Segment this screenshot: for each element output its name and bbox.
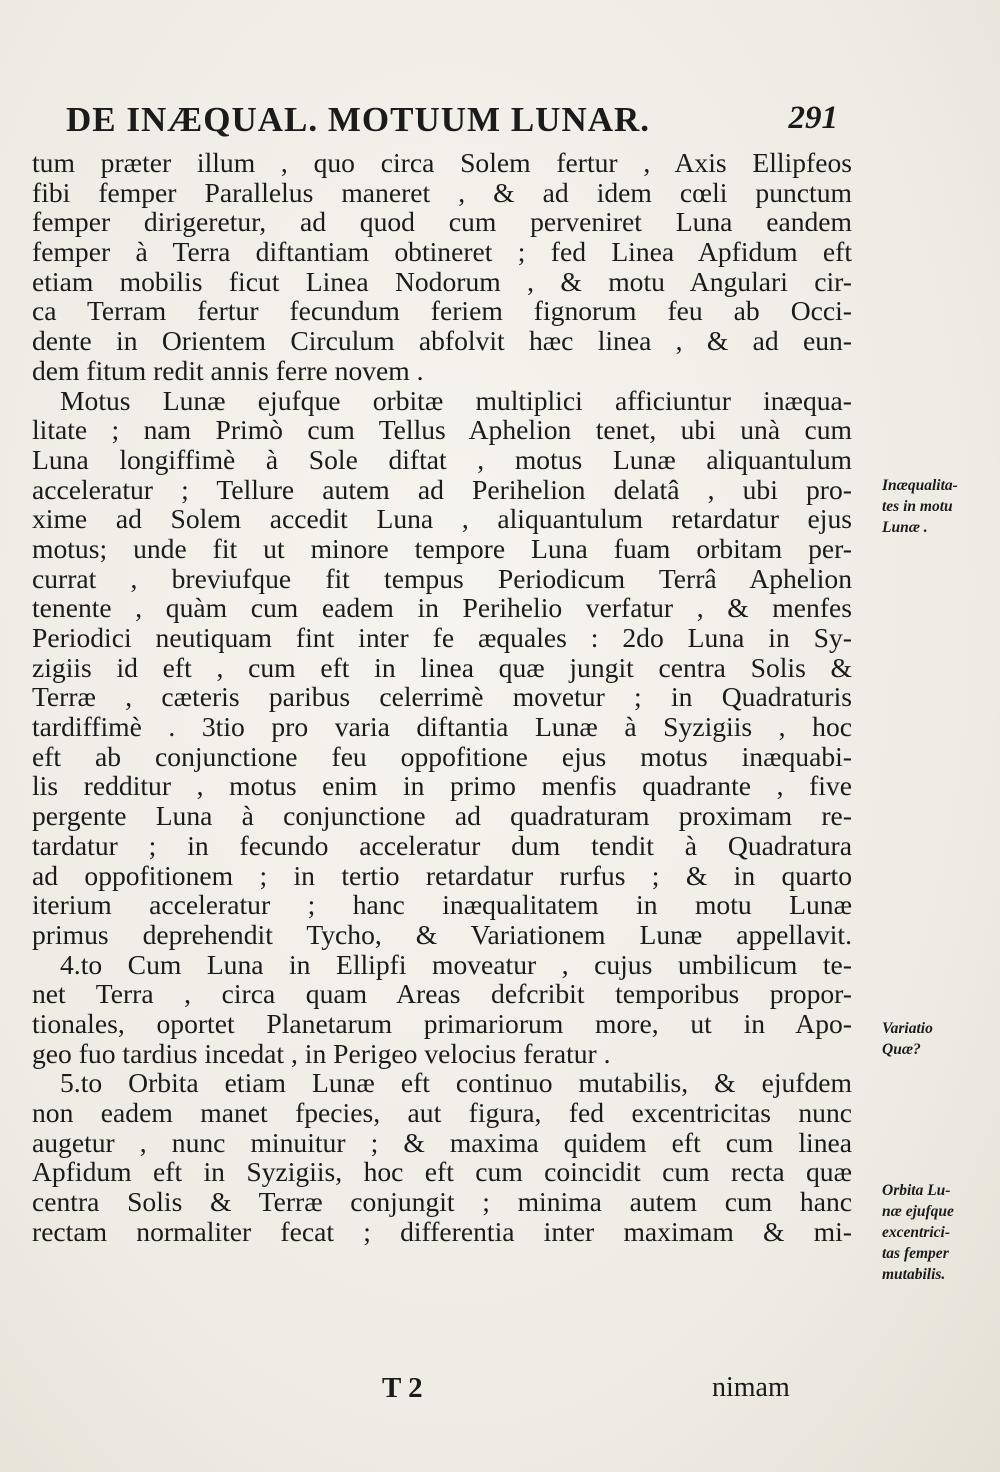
text-line: rectam normaliter fecat ; differentia inter maximam & mi- <box>32 1215 852 1247</box>
margin-note-variatio <box>882 1018 1000 1060</box>
text-line: pergente Luna à conjunctione ad quadraturam proximam re- <box>32 800 852 832</box>
text-line: primus deprehendit Tycho, & Variationem Lunæ appellavit. <box>32 918 852 950</box>
margin-note-line: Variatio <box>882 1020 933 1037</box>
page-number: 291 <box>788 100 838 136</box>
margin-note-line: Lunæ . <box>882 519 928 536</box>
text-line: non eadem manet fpecies, aut figura, fed excentricitas nunc <box>32 1097 852 1128</box>
text-line: tardatur ; in fecundo acceleratur dum tendit à Quadratura <box>32 829 852 861</box>
margin-note-line: Orbita Lu- <box>882 1182 951 1199</box>
text-line: Motus Lunæ ejufque orbitæ multiplici afficiuntur inæqua- <box>60 384 852 416</box>
text-line: currat , breviufque fit tempus Periodicum Terrâ Aphelion <box>32 562 852 594</box>
text-line: Luna longiffimè à Sole diftat , motus Lunæ aliquantulum <box>32 443 852 475</box>
text-line: tenente , quàm cum eadem in Perihelio verfatur , & menfes <box>32 592 852 624</box>
margin-note-line: excentrici- <box>882 1224 951 1241</box>
text-line: geo fuo tardius incedat , in Perigeo velocius feratur . <box>32 1037 611 1069</box>
text-line: xime ad Solem accedit Luna , aliquantulum retardatur ejus <box>32 503 852 535</box>
text-line: eft ab conjunctione feu oppofitione ejus motus inæquabi- <box>32 740 852 772</box>
text-line: dem fitum redit annis ferre novem . <box>32 354 424 386</box>
text-line: iterium acceleratur ; hanc inæqualitatem in motu Lunæ <box>32 889 852 921</box>
margin-note-line: mutabilis. <box>882 1266 946 1283</box>
text-line: tardiffimè . 3tio pro varia diftantia Lunæ à Syzigiis , hoc <box>32 711 852 743</box>
margin-note-inaequalitates <box>882 475 1000 538</box>
text-line: ca Terram fertur fecundum feriem fignorum feu ab Occi- <box>32 295 852 327</box>
text-line: net Terra , circa quam Areas defcribit temporibus propor- <box>32 978 852 1010</box>
text-line: zigiis id eft , cum eft in linea quæ jungit centra Solis & <box>32 651 852 683</box>
text-line: fibi femper Parallelus maneret , & ad idem cœli punctum <box>32 176 852 208</box>
margin-note-line: tes in motu <box>882 498 953 515</box>
text-line: Terræ , cæteris paribus celerrimè movetur ; in Quadraturis <box>32 681 852 713</box>
text-line: lis redditur , motus enim in primo menfis quadrante , five <box>32 770 852 802</box>
page-header <box>66 100 838 150</box>
catchword: nimam <box>712 1372 790 1403</box>
text-line: femper à Terra diftantiam obtineret ; fed Linea Apfidum eft <box>32 236 852 268</box>
text-line: acceleratur ; Tellure autem ad Perihelion delatâ , ubi pro- <box>32 473 852 505</box>
text-line: centra Solis & Terræ conjungit ; minima autem cum hanc <box>32 1186 852 1218</box>
text-line: ad oppofitionem ; in tertio retardatur rurfus ; & in quarto <box>32 859 852 891</box>
text-line: femper dirigeretur, ad quod cum perveniret Luna eandem <box>32 206 852 238</box>
margin-note-orbita <box>882 1180 1000 1285</box>
margin-note-line: tas femper <box>882 1245 949 1262</box>
text-line: Periodici neutiquam fint inter fe æquales : 2do Luna in Sy- <box>32 622 852 653</box>
text-line: etiam mobilis ficut Linea Nodorum , & motu Angulari cir- <box>32 265 852 297</box>
text-line: Apfidum eft in Syzigiis, hoc eft cum coincidit cum recta quæ <box>32 1156 852 1188</box>
margin-note-line: næ ejufque <box>882 1203 954 1220</box>
running-head: DE INÆQUAL. MOTUUM LUNAR. <box>66 100 651 139</box>
text-line: motus; unde fit ut minore tempore Luna fuam orbitam per- <box>32 532 852 564</box>
text-line: augetur , nunc minuitur ; & maxima quidem eft cum linea <box>32 1126 852 1158</box>
text-line: 5.to Orbita etiam Lunæ eft continuo mutabilis, & ejufdem <box>60 1067 852 1099</box>
text-line: litate ; nam Primò cum Tellus Aphelion tenet, ubi unà cum <box>32 414 852 446</box>
margin-note-line: Quæ? <box>882 1041 921 1058</box>
margin-note-line: Inæqualita- <box>882 477 958 494</box>
body-text <box>32 147 958 1283</box>
text-line: dente in Orientem Circulum abfolvit hæc linea , & ad eun- <box>32 325 852 357</box>
signature-mark: T 2 <box>382 1372 423 1404</box>
page-footer <box>0 1372 1000 1412</box>
text-line: 4.to Cum Luna in Ellipfi moveatur , cujus umbilicum te- <box>60 948 852 980</box>
text-line: tionales, oportet Planetarum primariorum more, ut in Apo- <box>32 1007 852 1039</box>
text-line: tum præter illum , quo circa Solem fertur , Axis Ellipfeos <box>32 147 852 178</box>
